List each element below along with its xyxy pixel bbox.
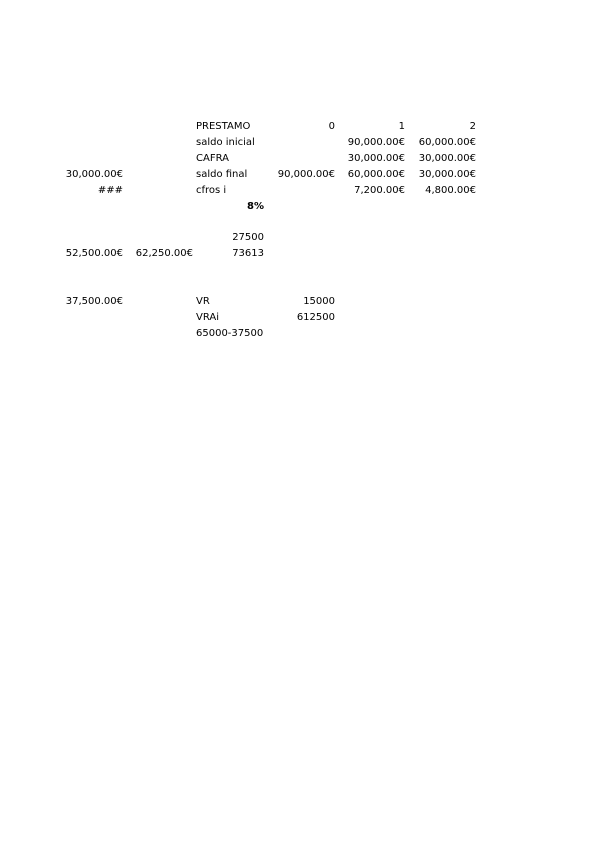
cell-b-62250[interactable]: 62,250.00€ xyxy=(135,248,193,259)
cell-label-saldo-inicial[interactable]: saldo inicial xyxy=(196,137,255,148)
cell-label-saldo-final[interactable]: saldo final xyxy=(196,169,248,180)
cell-interest-rate[interactable]: 8% xyxy=(247,201,264,212)
cell-cafra-2[interactable]: 30,000.00€ xyxy=(418,153,476,164)
cell-a-52500[interactable]: 52,500.00€ xyxy=(65,248,123,259)
cell-a-saldo-final[interactable]: 30,000.00€ xyxy=(65,169,123,180)
cell-cfros-i-2[interactable]: 4,800.00€ xyxy=(425,185,476,196)
cell-label-prestamo[interactable]: PRESTAMO xyxy=(196,121,251,132)
cell-a-37500[interactable]: 37,500.00€ xyxy=(65,296,123,307)
cell-a-overflow[interactable]: ### xyxy=(97,185,123,196)
cell-label-cfros-i[interactable]: cfros i xyxy=(196,185,227,196)
cell-saldo-inicial-1[interactable]: 90,000.00€ xyxy=(347,137,405,148)
cell-saldo-final-1[interactable]: 60,000.00€ xyxy=(347,169,405,180)
cell-cfros-i-1[interactable]: 7,200.00€ xyxy=(354,185,405,196)
cell-label-cafra[interactable]: CAFRA xyxy=(196,153,229,164)
cell-saldo-final-0[interactable]: 90,000.00€ xyxy=(277,169,335,180)
cell-saldo-final-2[interactable]: 30,000.00€ xyxy=(418,169,476,180)
cell-value-27500[interactable]: 27500 xyxy=(232,232,264,243)
cell-period-2[interactable]: 2 xyxy=(469,121,476,132)
cell-saldo-inicial-2[interactable]: 60,000.00€ xyxy=(418,137,476,148)
cell-value-73613[interactable]: 73613 xyxy=(232,248,264,259)
cell-period-0[interactable]: 0 xyxy=(328,121,335,132)
cell-vrai-value[interactable]: 612500 xyxy=(296,312,335,323)
cell-label-vr[interactable]: VR xyxy=(196,296,210,307)
cell-vr-value[interactable]: 15000 xyxy=(303,296,335,307)
cell-label-vrai[interactable]: VRAi xyxy=(196,312,220,323)
cell-formula-text[interactable]: 65000-37500 xyxy=(196,328,264,339)
cell-period-1[interactable]: 1 xyxy=(398,121,405,132)
cell-cafra-1[interactable]: 30,000.00€ xyxy=(347,153,405,164)
